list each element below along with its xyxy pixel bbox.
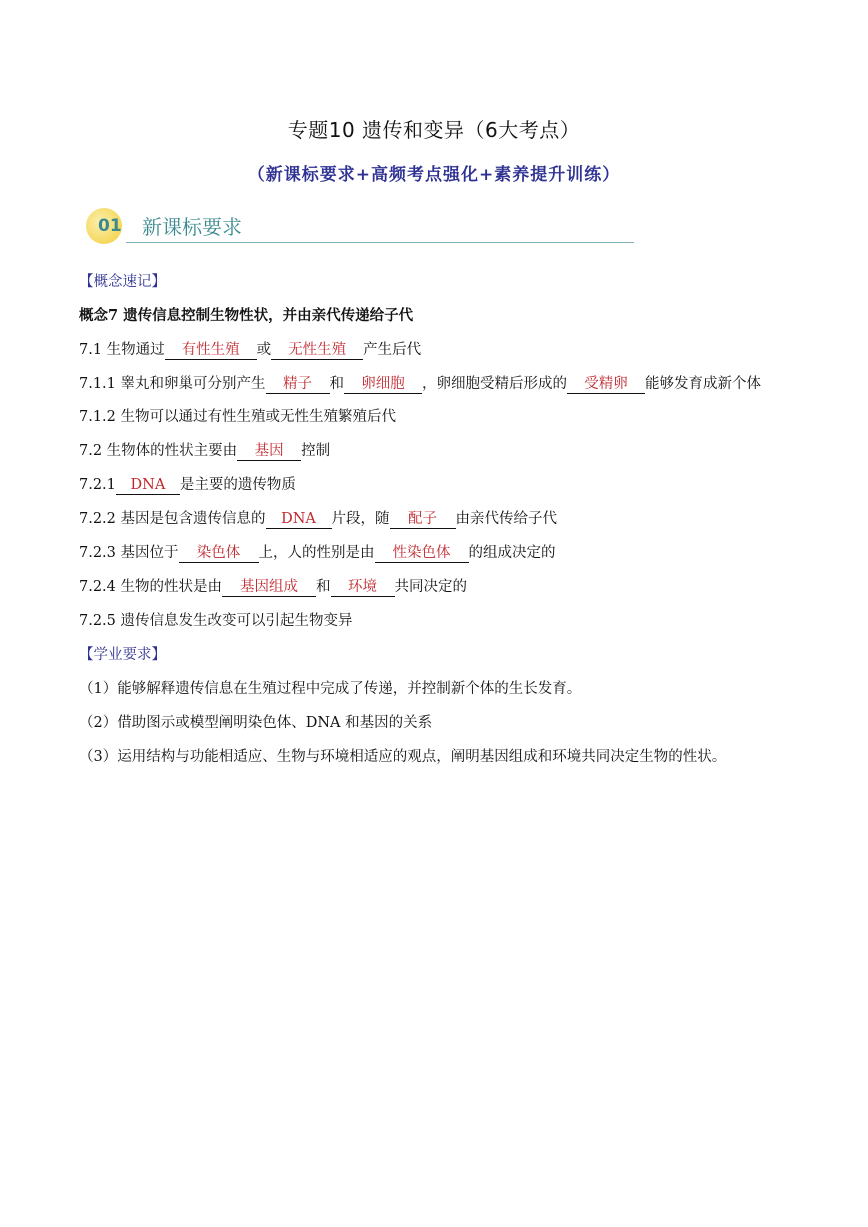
item-number: 7.2.4 xyxy=(79,579,121,595)
item-text: 生物可以通过有性生殖或无性生殖繁殖后代 xyxy=(120,409,397,425)
answer-blank: 基因组成 xyxy=(222,578,316,597)
section-divider xyxy=(126,242,634,243)
item-7-2-4 xyxy=(79,575,794,609)
item-text: 和 xyxy=(316,579,331,595)
item-7-2-5 xyxy=(79,609,794,643)
item-text: 产生后代 xyxy=(363,342,422,358)
item-7-2-3 xyxy=(79,541,794,575)
item-7-2-2 xyxy=(79,507,794,541)
requirements-tag: 【学业要求】 xyxy=(79,647,166,663)
item-text: 基因是包含遗传信息的 xyxy=(120,511,266,527)
item-text: 生物体的性状主要由 xyxy=(106,443,238,459)
item-text: ，卵细胞受精后形成的 xyxy=(422,376,568,392)
answer-blank: 受精卵 xyxy=(567,375,645,394)
content-body xyxy=(79,270,794,778)
concept-heading: 概念7 遗传信息控制生物性状，并由亲代传递给子代 xyxy=(79,307,414,324)
item-text: 控制 xyxy=(301,443,331,459)
item-text: 基因位于 xyxy=(120,545,179,561)
item-text: 生物通过 xyxy=(106,342,165,358)
item-number: 7.2.3 xyxy=(79,545,121,561)
answer-blank: 精子 xyxy=(266,375,330,394)
item-number: 7.1.1 xyxy=(79,376,121,392)
answer-blank: 染色体 xyxy=(179,544,259,563)
item-7-1-2 xyxy=(79,405,794,439)
item-text: 遗传信息发生改变可以引起生物变异 xyxy=(120,613,353,629)
item-number: 7.1 xyxy=(79,342,107,358)
item-text: 或 xyxy=(256,342,272,358)
item-number: 7.1.2 xyxy=(79,409,121,425)
answer-blank: 有性生殖 xyxy=(165,341,257,360)
item-text: 共同决定的 xyxy=(394,579,468,595)
item-text: 是主要的遗传物质 xyxy=(179,477,296,493)
requirement-item: （1）能够解释遗传信息在生殖过程中完成了传递，并控制新个体的生长发育。 xyxy=(79,681,582,697)
section-label: 新课标要求 xyxy=(142,215,242,239)
concept-tag: 【概念速记】 xyxy=(79,274,166,290)
item-7-2-1 xyxy=(79,473,794,507)
item-text: 的组成决定的 xyxy=(468,545,556,561)
item-text: 生物的性状是由 xyxy=(120,579,223,595)
item-number: 7.2.5 xyxy=(79,613,121,629)
answer-blank: 环境 xyxy=(331,578,395,597)
answer-blank: DNA xyxy=(266,510,332,529)
item-7-1-1 xyxy=(79,367,794,401)
requirement-item: （2）借助图示或模型阐明染色体、DNA 和基因的关系 xyxy=(79,715,433,731)
answer-blank: DNA xyxy=(116,476,180,495)
item-number: 7.2 xyxy=(79,443,107,459)
item-number: 7.2.1 xyxy=(79,477,116,493)
item-text: 和 xyxy=(329,376,345,392)
item-text: 由亲代传给子代 xyxy=(455,511,558,527)
item-text: 睾丸和卵巢可分别产生 xyxy=(120,376,266,392)
answer-blank: 基因 xyxy=(237,442,301,461)
page-title: 专题10 遗传和变异（6大考点） xyxy=(287,118,581,142)
section-number: 01 xyxy=(98,216,122,236)
item-text: 片段，随 xyxy=(331,511,390,527)
answer-blank: 性染色体 xyxy=(375,544,469,563)
item-7-2 xyxy=(79,439,794,473)
requirement-item: （3）运用结构与功能相适应、生物与环境相适应的观点，阐明基因组成和环境共同决定生物的性状。 xyxy=(79,749,727,765)
section-header xyxy=(86,202,634,246)
answer-blank: 卵细胞 xyxy=(344,375,422,394)
item-text: 能够发育成新个体 xyxy=(645,376,762,392)
item-number: 7.2.2 xyxy=(79,511,121,527)
answer-blank: 无性生殖 xyxy=(271,341,363,360)
answer-blank: 配子 xyxy=(390,510,456,529)
item-text: 上，人的性别是由 xyxy=(258,545,375,561)
page-subtitle: （新课标要求+高频考点强化+素养提升训练） xyxy=(247,165,621,185)
